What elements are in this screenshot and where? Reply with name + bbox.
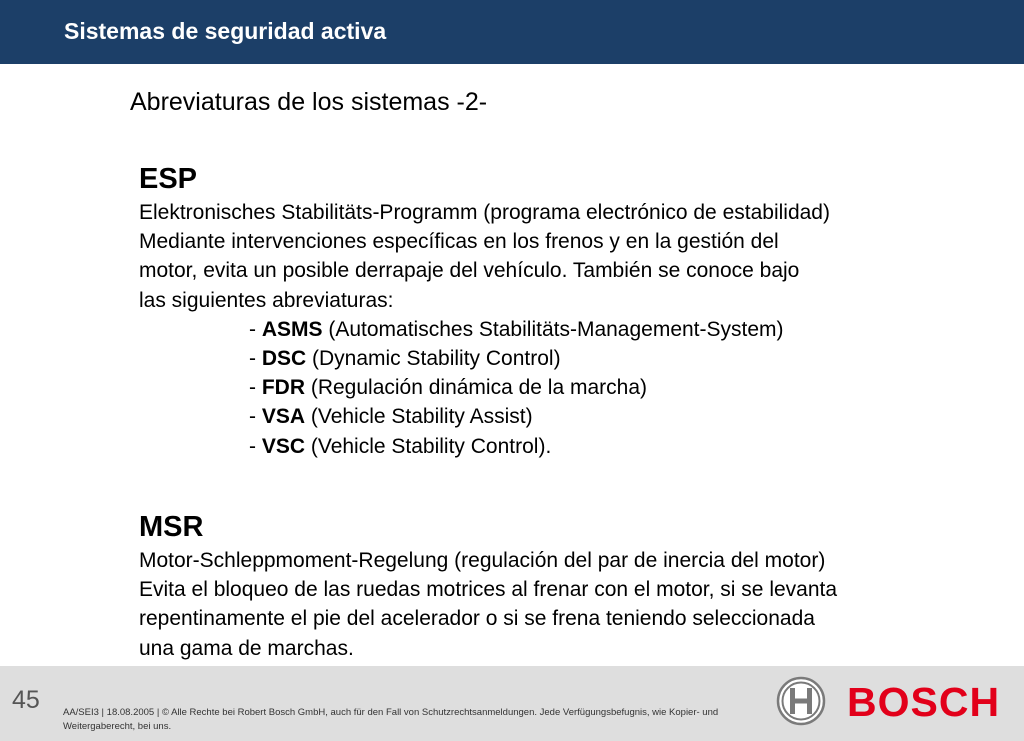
slide-title: Sistemas de seguridad activa (64, 18, 387, 44)
abbreviation-list (139, 315, 999, 461)
msr-section (139, 508, 999, 663)
msr-line: una gama de marchas. (139, 636, 354, 660)
page-number: 45 (12, 686, 40, 714)
abbreviation-code: VSC (261, 434, 306, 458)
abbreviation-code: FDR (261, 376, 305, 400)
esp-line: las siguientes abreviaturas: (139, 288, 394, 312)
esp-line: motor, evita un posible derrapaje del vehículo. También se conoce bajo (139, 259, 800, 283)
bosch-logo: BOSCH (847, 679, 1001, 725)
abbreviation-item: - VSC (Vehicle Stability Control). (249, 434, 552, 458)
msr-description (139, 546, 999, 663)
esp-line: Elektronisches Stabilitäts-Programm (programa electrónico de estabilidad) (139, 201, 830, 224)
abbreviation-code: DSC (261, 347, 307, 371)
bosch-armature-icon (776, 676, 826, 726)
abbreviation-item: - FDR (Regulación dinámica de la marcha) (249, 376, 647, 400)
slide-subtitle: Abreviaturas de los sistemas -2- (130, 88, 488, 116)
esp-section (139, 160, 999, 461)
msr-line: Motor-Schleppmoment-Regelung (regulación del par de inercia del motor) (139, 549, 826, 572)
esp-description (139, 198, 999, 315)
esp-line: Mediante intervenciones específicas en los frenos y en la gestión del (139, 230, 779, 254)
msr-line: repentinamente el pie del acelerador o si se frena teniendo seleccionada (139, 607, 815, 631)
footer (0, 666, 1024, 741)
abbreviation-item: - DSC (Dynamic Stability Control) (249, 347, 561, 371)
abbreviation-item: - VSA (Vehicle Stability Assist) (249, 405, 533, 429)
abbreviation-item: - ASMS (Automatisches Stabilitäts-Management-System) (249, 317, 784, 341)
copyright-notice: AA/SEI3 | 18.08.2005 | © Alle Rechte bei Robert Bosch GmbH, auch für den Fall von Schutzrechtsanmeldungen. Jede Verfügungsbefugnis, wie Kopier- und Weitergaberecht, bei uns. (63, 707, 719, 732)
msr-line: Evita el bloqueo de las ruedas motrices al frenar con el motor, si se levanta (139, 578, 838, 602)
esp-heading: ESP (139, 163, 198, 195)
abbreviation-code: ASMS (261, 317, 323, 341)
header-bar (0, 0, 1024, 64)
abbreviation-code: VSA (261, 405, 306, 429)
msr-heading: MSR (139, 511, 204, 543)
